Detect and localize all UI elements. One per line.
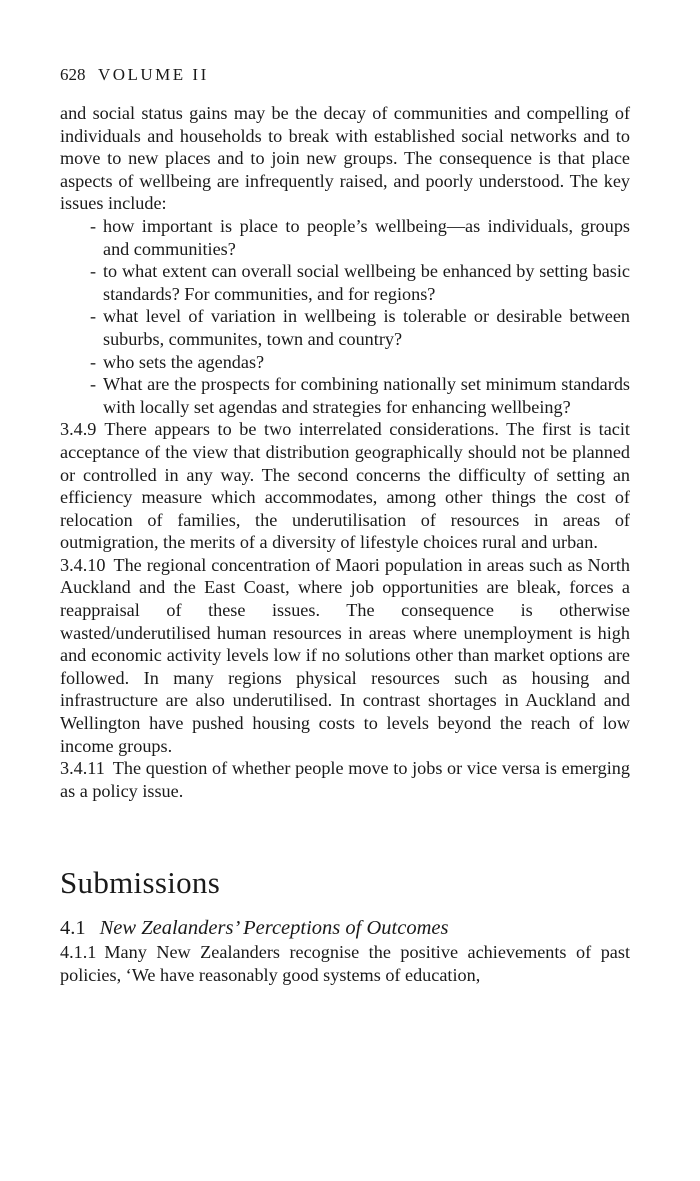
paragraph-number: 4.1.1 bbox=[60, 942, 97, 963]
subsection-number: 4.1 bbox=[60, 917, 86, 940]
paragraph-text: The question of whether people move to jobs or vice versa is emerging as a policy issue. bbox=[60, 758, 630, 801]
intro-paragraph: and social status gains may be the decay of communities and compelling of individuals and households to break with established social networks and to move to new places and to join new groups. The consequence is that place aspects of wellbeing are infrequently raised, and poorly understood. The key issues include: bbox=[60, 103, 630, 214]
dash-marker: - bbox=[90, 215, 97, 236]
list-item bbox=[90, 260, 630, 305]
key-issues-list bbox=[60, 215, 630, 418]
page-number: 628 bbox=[60, 65, 86, 84]
dash-marker: - bbox=[90, 306, 97, 327]
list-item-text: how important is place to people’s wellbeing—as individuals, groups and communities? bbox=[103, 215, 630, 259]
paragraph-number: 3.4.10 bbox=[60, 554, 106, 575]
paragraph-3-4-10 bbox=[60, 554, 630, 757]
list-item-text: what level of variation in wellbeing is tolerable or desirable between suburbs, communites, town and country? bbox=[103, 306, 630, 349]
list-item-text: who sets the agendas? bbox=[103, 351, 265, 372]
paragraph-number: 3.4.11 bbox=[60, 758, 105, 779]
body-text bbox=[60, 102, 630, 987]
paragraph-3-4-11 bbox=[60, 757, 630, 802]
list-item-text: to what extent can overall social wellbeing be enhanced by setting basic standards? For communities, and for regions? bbox=[103, 261, 630, 304]
list-item bbox=[90, 351, 630, 374]
volume-label: VOLUME II bbox=[97, 65, 209, 84]
list-item bbox=[90, 305, 630, 350]
paragraph-3-4-9 bbox=[60, 418, 630, 554]
running-head bbox=[60, 62, 630, 88]
dash-marker: - bbox=[90, 351, 97, 372]
section-heading: Submissions bbox=[60, 865, 221, 901]
dash-marker: - bbox=[90, 374, 97, 395]
dash-marker: - bbox=[90, 261, 97, 282]
subsection-title: New Zealanders’ Perceptions of Outcomes bbox=[99, 917, 449, 940]
subsection-heading bbox=[60, 915, 630, 941]
list-item-text: What are the prospects for combining nationally set minimum standards with locally set agendas and strategies for enhancing wellbeing? bbox=[103, 374, 630, 417]
paragraph-text: There appears to be two interrelated considerations. The first is tacit acceptance of the view that distribution geographically should not be planned or controlled in any way. The second concerns the difficulty of setting an efficiency measure which accommodates, among other things the cost of relocation of families, the underutilisation of resources in areas of outmigration, the merits of a diversity of lifestyle choices rural and urban. bbox=[60, 419, 630, 553]
list-item bbox=[90, 373, 630, 418]
paragraph-text: Many New Zealanders recognise the positive achievements of past policies, ‘We have reasonably good systems of education, bbox=[60, 942, 630, 985]
paragraph-4-1-1 bbox=[60, 941, 630, 986]
paragraph-number: 3.4.9 bbox=[60, 419, 97, 440]
list-item bbox=[90, 215, 630, 260]
document-page bbox=[60, 62, 630, 987]
paragraph-text: The regional concentration of Maori population in areas such as North Auckland and the East Coast, where job opportunities are bleak, forces a reappraisal of these issues. The consequence is otherwise wasted/underutilised human resources in areas where unemployment is high and economic activity levels low if no solutions other than market options are followed. In many regions physical resources such as housing and infrastructure are also underutilised. In contrast shortages in Auckland and Wellington have pushed housing costs to levels beyond the reach of low income groups. bbox=[60, 554, 630, 756]
